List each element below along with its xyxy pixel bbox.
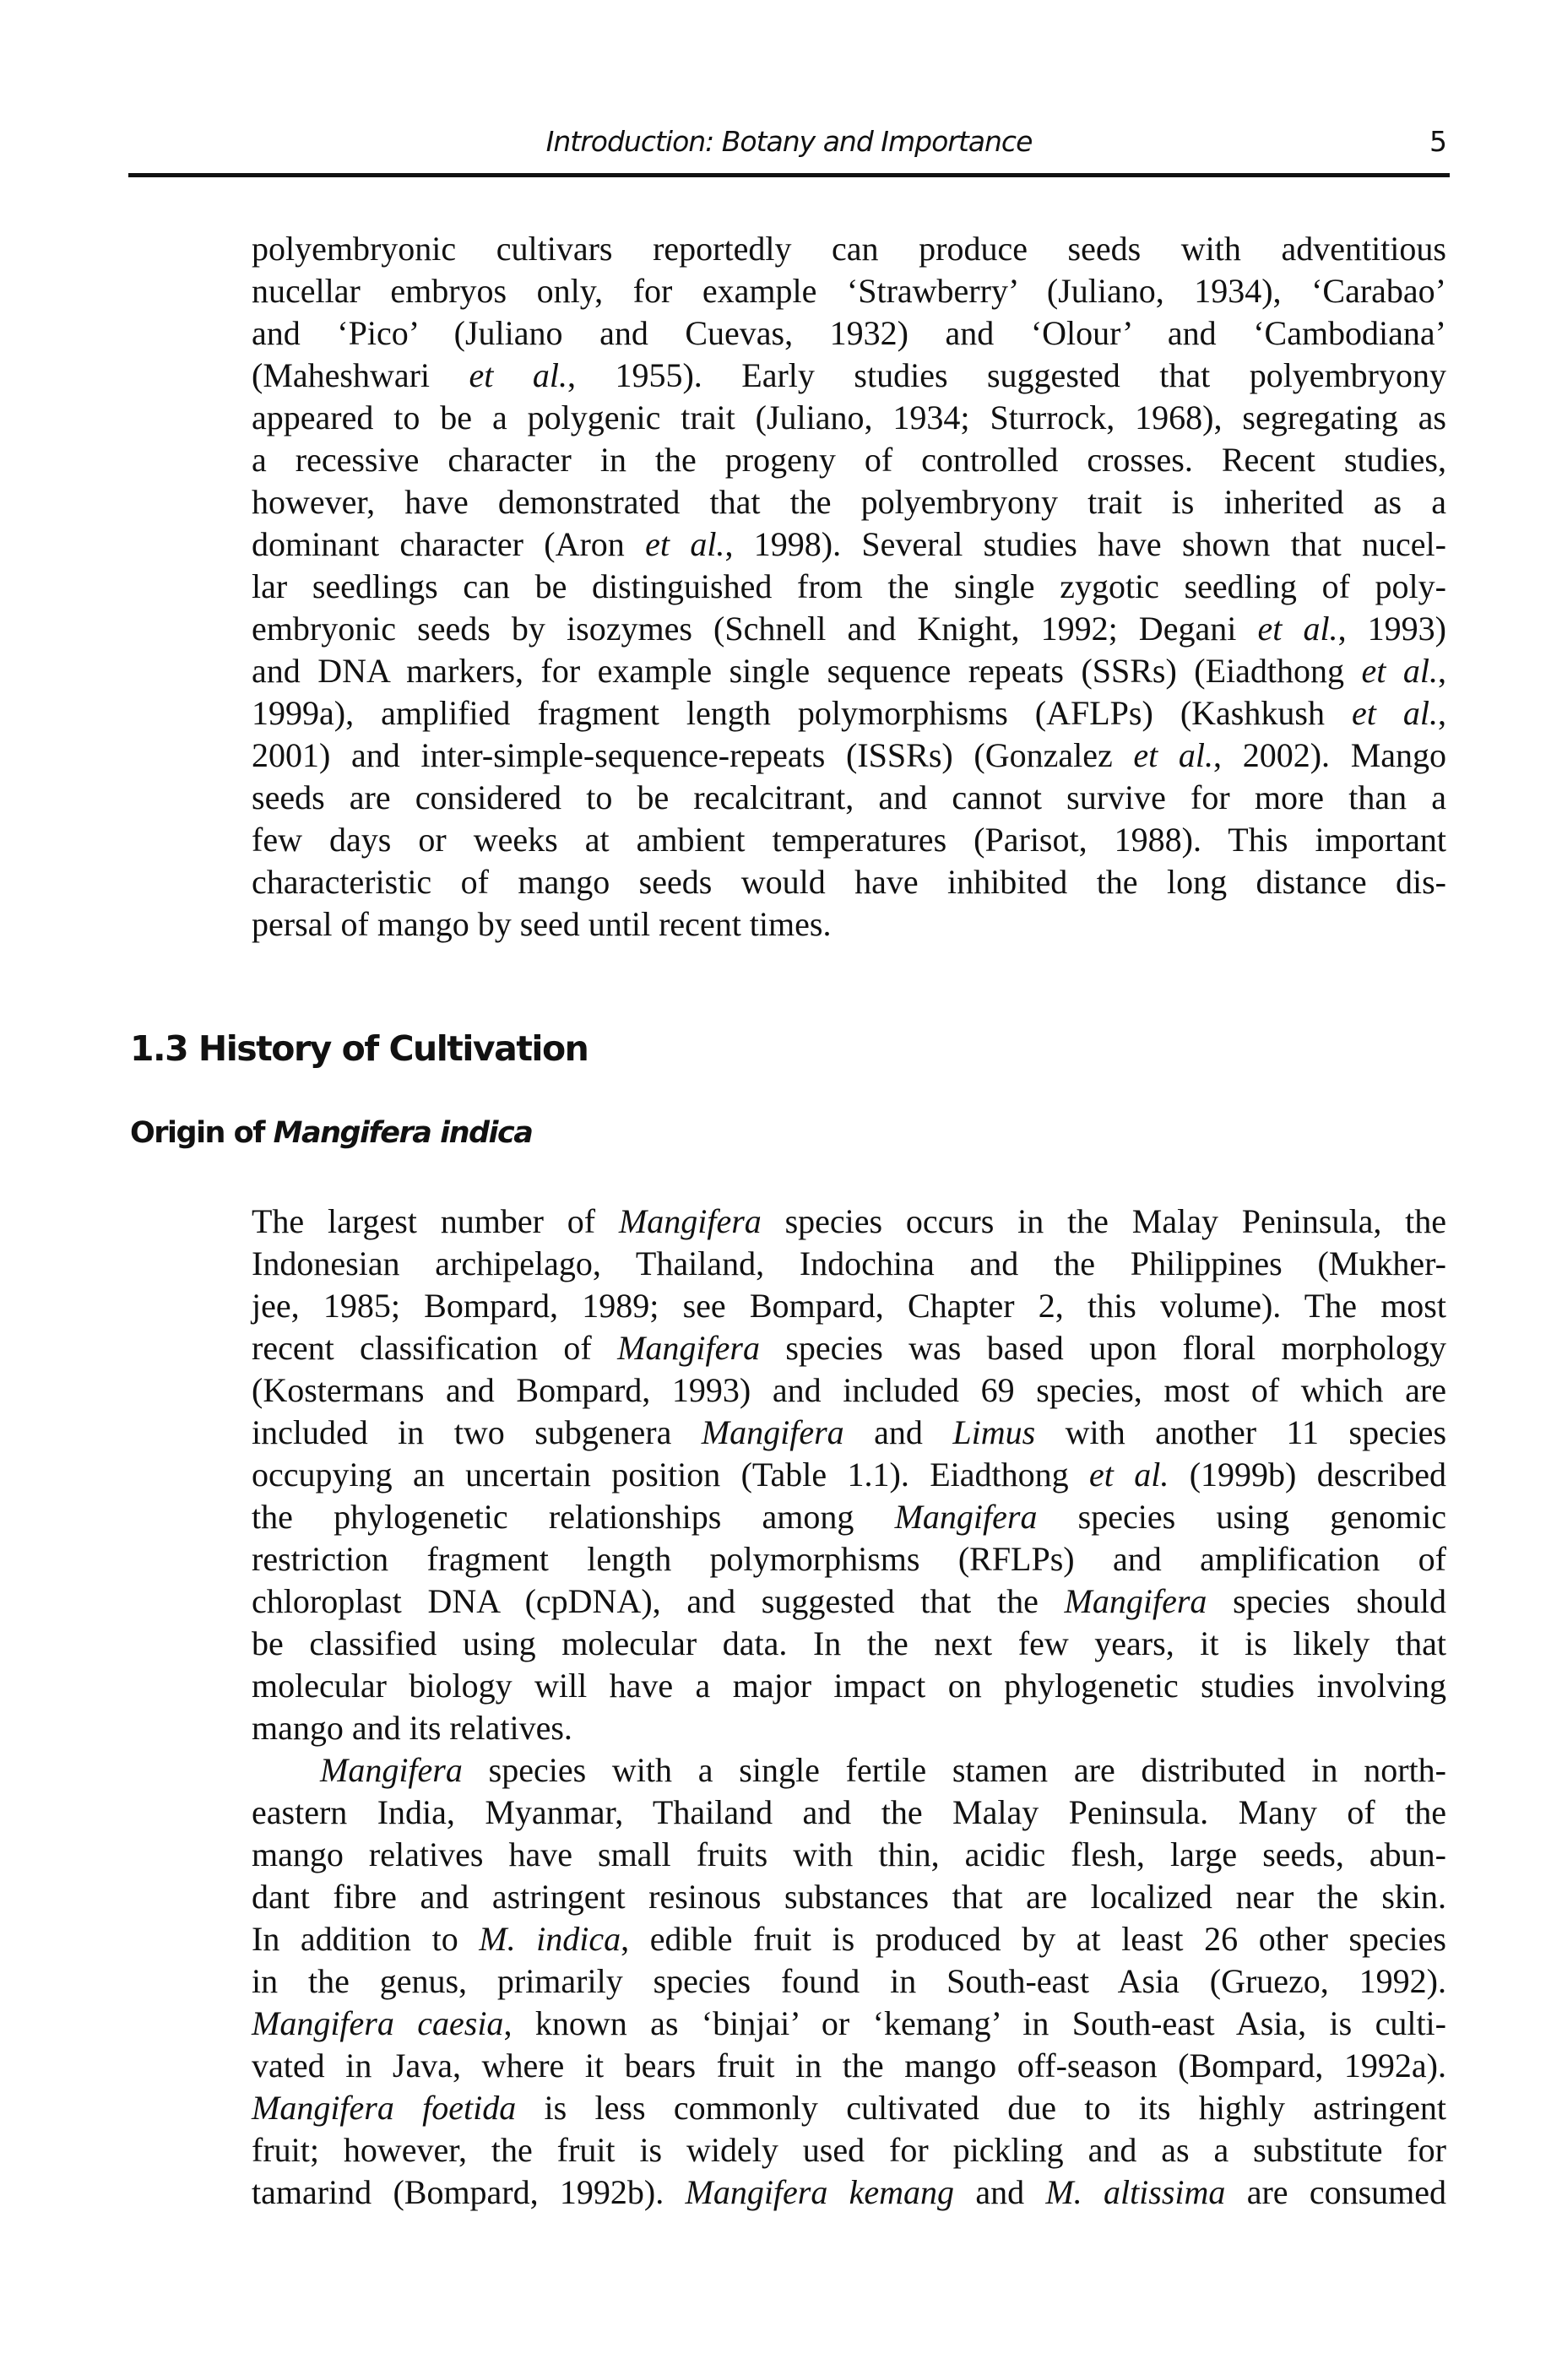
text: , 1993) (1337, 610, 1447, 648)
text: species occurs in the Malay Peninsula, the (761, 1202, 1447, 1240)
text: species should (1207, 1582, 1446, 1620)
text-line (252, 692, 1446, 735)
italic-text: et al. (1257, 610, 1338, 648)
text: species using genomic (1037, 1498, 1447, 1536)
text-line (252, 1327, 1446, 1369)
text: tamarind (Bompard, 1992b). (252, 2173, 686, 2211)
text-line (252, 735, 1446, 777)
text-line (252, 1749, 1446, 1792)
subsection-heading-italic: Mangifera indica (273, 1116, 533, 1150)
italic-text: et al. (1361, 652, 1438, 690)
text-line (252, 650, 1446, 692)
text: 2001) and inter-simple-sequence-repeats (ISSRs) (Gonzalez (252, 736, 1134, 774)
text: (Kostermans and Bompard, 1993) and included 69 species, most of which are (252, 1371, 1446, 1409)
text-line (252, 1623, 1446, 1665)
text-line (252, 355, 1446, 397)
text: and (843, 1413, 953, 1451)
text: embryonic seeds by isozymes (Schnell and Knight, 1992; Degani (252, 610, 1258, 648)
text: dominant character (Aron (252, 525, 646, 563)
text-line (252, 1834, 1446, 1876)
italic-text: Mangifera (618, 1202, 762, 1240)
text-line (252, 1412, 1446, 1454)
text-line (252, 1538, 1446, 1580)
text-line (252, 903, 1446, 946)
text-line (252, 481, 1446, 523)
text: , edible fruit is produced by at least 26 other species (621, 1920, 1446, 1958)
text-line (252, 2171, 1446, 2214)
paragraph (252, 1749, 1446, 2214)
italic-text: Mangifera (701, 1413, 844, 1451)
text: , (1438, 694, 1446, 732)
text-line (252, 312, 1446, 355)
text: , 2002). Mango (1213, 736, 1447, 774)
text: included in two subgenera (252, 1413, 702, 1451)
text: persal of mango by seed until recent times. (252, 905, 832, 943)
text: Indonesian archipelago, Thailand, Indochina and the Philippines (Mukher- (252, 1244, 1446, 1282)
text: , known as ‘binjai’ or ‘kemang’ in South-east Asia, is culti- (503, 2004, 1446, 2042)
text-line (252, 1960, 1446, 2003)
italic-text: Mangifera foetida (252, 2089, 517, 2127)
text: vated in Java, where it bears fruit in the mango off-season (Bompard, 1992a). (252, 2047, 1446, 2085)
text-line (252, 1285, 1446, 1327)
text-line (252, 270, 1446, 312)
italic-text: Mangifera kemang (685, 2173, 955, 2211)
text: species was based upon floral morphology (759, 1329, 1446, 1367)
subsection-heading (130, 1116, 532, 1150)
text: seeds are considered to be recalcitrant, and cannot survive for more than a (252, 778, 1446, 816)
text: 1999a), amplified fragment length polymorphisms (AFLPs) (Kashkush (252, 694, 1352, 732)
text-line (252, 1792, 1446, 1834)
text: jee, 1985; Bompard, 1989; see Bompard, Chapter 2, this volume). The most (252, 1287, 1446, 1325)
text: lar seedlings can be distinguished from the single zygotic seedling of poly- (252, 567, 1446, 605)
page-number: 5 (1429, 125, 1446, 158)
text-line (252, 861, 1446, 903)
text-line (252, 1707, 1446, 1749)
italic-text: et al. (1089, 1456, 1169, 1494)
italic-text: Mangifera (1064, 1582, 1207, 1620)
italic-text: Mangifera (894, 1498, 1038, 1536)
text: , (1438, 652, 1446, 690)
text-line (252, 566, 1446, 608)
text-line (252, 523, 1446, 566)
text: and DNA markers, for example single sequence repeats (SSRs) (Eiadthong (252, 652, 1362, 690)
text-line (252, 1454, 1446, 1496)
text: restriction fragment length polymorphisms (RFLPs) and amplification of (252, 1540, 1446, 1578)
italic-text: Mangifera caesia (252, 2004, 504, 2042)
italic-text: Mangifera (617, 1329, 760, 1367)
text: eastern India, Myanmar, Thailand and the Malay Peninsula. Many of the (252, 1793, 1446, 1831)
text: recent classification of (252, 1329, 618, 1367)
text: with another 11 species (1035, 1413, 1447, 1451)
text: chloroplast DNA (cpDNA), and suggested that the (252, 1582, 1065, 1620)
italic-text: Mangifera (320, 1751, 463, 1789)
text: and ‘Pico’ (Juliano and Cuevas, 1932) and ‘Olour’ and ‘Cambodiana’ (252, 314, 1446, 352)
text-line (252, 1665, 1446, 1707)
text-line (252, 228, 1446, 270)
text-line (252, 2129, 1446, 2171)
text: , 1955). Early studies suggested that polyembryony (567, 356, 1446, 394)
running-title: Introduction: Botany and Importance (545, 125, 1033, 158)
text-line (252, 2045, 1446, 2087)
text: polyembryonic cultivars reportedly can produce seeds with adventitious (252, 230, 1446, 268)
text-line (252, 439, 1446, 481)
text-line (252, 2087, 1446, 2129)
section-heading: 1.3 History of Cultivation (130, 1028, 588, 1069)
text-line (252, 608, 1446, 650)
italic-text: Limus (952, 1413, 1036, 1451)
text: mango relatives have small fruits with thin, acidic flesh, large seeds, abun- (252, 1835, 1446, 1873)
text: nucellar embryos only, for example ‘Strawberry’ (Juliano, 1934), ‘Carabao’ (252, 272, 1446, 310)
text: appeared to be a polygenic trait (Juliano, 1934; Sturrock, 1968), segregating as (252, 398, 1446, 436)
text: fruit; however, the fruit is widely used for pickling and as a substitute for (252, 2131, 1446, 2169)
text: characteristic of mango seeds would have inhibited the long distance dis- (252, 863, 1446, 901)
text: (1999b) described (1169, 1456, 1447, 1494)
text-line (252, 1876, 1446, 1918)
paragraph (252, 228, 1446, 946)
italic-text: M. indica (479, 1920, 621, 1958)
text: are consumed (1225, 2173, 1447, 2211)
text: in the genus, primarily species found in South-east Asia (Gruezo, 1992). (252, 1962, 1446, 2000)
running-header (128, 125, 1450, 167)
text-line (252, 1201, 1446, 1243)
paragraph (252, 1201, 1446, 1749)
header-rule (128, 173, 1450, 177)
text: , 1998). Several studies have shown that nucel- (724, 525, 1446, 563)
italic-text: et al. (1351, 694, 1438, 732)
text: In addition to (252, 1920, 480, 1958)
text: be classified using molecular data. In the next few years, it is likely that (252, 1624, 1446, 1662)
text-line (252, 1580, 1446, 1623)
text: (Maheshwari (252, 356, 469, 394)
italic-text: M. altissima (1045, 2173, 1226, 2211)
text-line (252, 397, 1446, 439)
text: however, have demonstrated that the polyembryony trait is inherited as a (252, 483, 1446, 521)
text: The largest number of (252, 1202, 619, 1240)
text: is less commonly cultivated due to its highly astringent (516, 2089, 1447, 2127)
text-line (252, 1918, 1446, 1960)
italic-text: et al. (1133, 736, 1214, 774)
text: occupying an uncertain position (Table 1.1). Eiadthong (252, 1456, 1089, 1494)
text-line (252, 819, 1446, 861)
text-line (252, 1496, 1446, 1538)
text: mango and its relatives. (252, 1709, 572, 1747)
text: a recessive character in the progeny of controlled crosses. Recent studies, (252, 441, 1446, 479)
text: dant fibre and astringent resinous substances that are localized near the skin. (252, 1878, 1446, 1916)
text-line (252, 2003, 1446, 2045)
italic-text: et al. (469, 356, 567, 394)
text: species with a single fertile stamen are distributed in north- (462, 1751, 1446, 1789)
text-line (252, 1369, 1446, 1412)
text: and (954, 2173, 1046, 2211)
text: molecular biology will have a major impact on phylogenetic studies involving (252, 1667, 1446, 1705)
text: few days or weeks at ambient temperatures (Parisot, 1988). This important (252, 821, 1446, 859)
text: the phylogenetic relationships among (252, 1498, 895, 1536)
text-line (252, 777, 1446, 819)
italic-text: et al. (645, 525, 725, 563)
text-line (252, 1243, 1446, 1285)
subsection-heading-prefix: Origin of (130, 1116, 274, 1150)
